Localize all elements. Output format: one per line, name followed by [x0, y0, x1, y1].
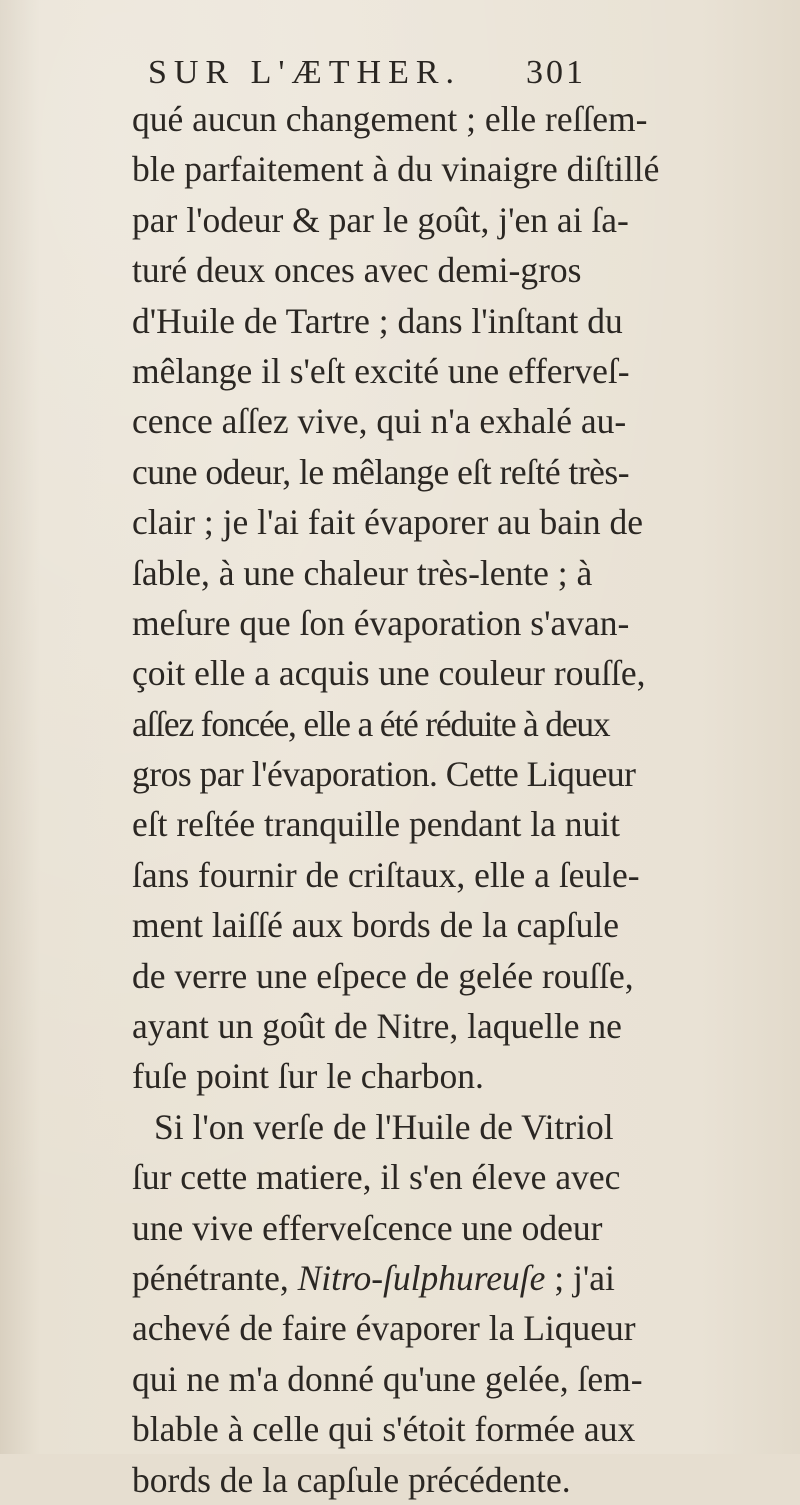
text-line: blable à celle qui s'étoit formée aux: [132, 1409, 636, 1450]
text-line: de verre une eſpece de gelée rouſſe,: [132, 955, 634, 996]
text-line: çoit elle a acquis une couleur rouſſe,: [132, 653, 646, 694]
text-line: cence aſſez vive, qui n'a exhalé au-: [132, 401, 627, 442]
text-line: [132, 1253, 622, 1303]
text-line: ſur cette matiere, il s'en éleve avec: [132, 1157, 621, 1198]
text-line: achevé de faire évaporer la Liqueur: [132, 1308, 636, 1349]
page-header: [148, 48, 608, 98]
text-line: fuſe point ſur le charbon.: [132, 1056, 484, 1097]
text-line: une vive efferveſcence une odeur: [132, 1207, 603, 1248]
text-line: turé deux onces avec demi-gros: [132, 250, 582, 291]
text-line: d'Huile de Tartre ; dans l'inſtant du: [132, 300, 623, 341]
text-line: qué aucun changement ; elle reſſem-: [132, 99, 648, 139]
text-line: mêlange il s'eſt excité une efferveſ-: [132, 350, 630, 391]
text-fragment: ; j'ai: [545, 1257, 615, 1298]
text-line: ayant un goût de Nitre, laquelle ne: [132, 1006, 622, 1047]
text-line: meſure que ſon évaporation s'avan-: [132, 602, 630, 643]
text-line: Si l'on verſe de l'Huile de Vitriol: [154, 1106, 614, 1147]
text-line: gros par l'évaporation. Cette Liqueur: [132, 754, 636, 795]
text-line: qui ne m'a donné qu'une gelée, ſem-: [132, 1358, 643, 1399]
page-number: 301: [526, 54, 586, 91]
italic-term: Nitro-ſulphureuſe: [297, 1257, 546, 1298]
text-line: ment laiſſé aux bords de la capſule: [132, 905, 619, 946]
text-line: cune odeur, le mêlange eſt reſté très-: [132, 451, 630, 492]
text-line: ble parfaitement à du vinaigre diſtillé: [132, 149, 660, 190]
text-fragment: pénétrante,: [132, 1257, 298, 1298]
text-line: eſt reſtée tranquille pendant la nuit: [132, 804, 620, 845]
text-line: ſable, à une chaleur très-lente ; à: [132, 552, 593, 593]
text-line: bords de la capſule précédente.: [132, 1459, 571, 1500]
text-line: aſſez foncée, elle a été réduite à deux: [132, 703, 610, 744]
text-line: clair ; je l'ai fait évaporer au bain de: [132, 502, 644, 543]
body-text: [132, 94, 660, 1505]
text-line: ſans fournir de criſtaux, elle a ſeule-: [132, 854, 640, 895]
text-line: par l'odeur & par le goût, j'en ai ſa-: [132, 199, 629, 240]
running-title: SUR L'ÆTHER.: [148, 54, 462, 91]
